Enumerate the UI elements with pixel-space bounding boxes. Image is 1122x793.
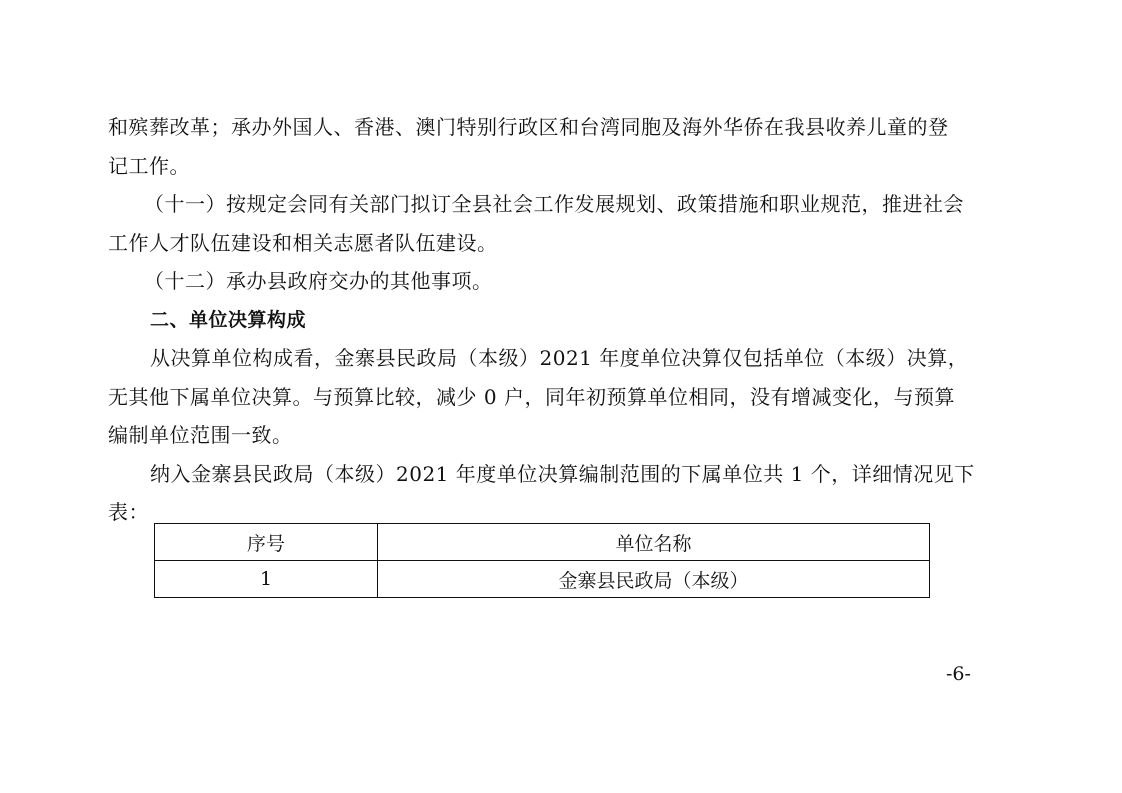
page-number: -6- xyxy=(946,663,971,685)
paragraph-line: 表： xyxy=(108,500,149,524)
table-cell: 1 xyxy=(155,561,378,598)
section-heading: 二、单位决算构成 xyxy=(150,308,307,331)
unit-table xyxy=(154,523,930,598)
paragraph-line: 和殡葬改革；承办外国人、香港、澳门特别行政区和台湾同胞及海外华侨在我县收养儿童的登 xyxy=(108,115,949,139)
paragraph-line: 从决算单位构成看，金寨县民政局（本级）2021 年度单位决算仅包括单位（本级）决算， xyxy=(150,346,969,370)
paragraph-line: 纳入金寨县民政局（本级）2021 年度单位决算编制范围的下属单位共 1 个，详细情况见下 xyxy=(150,461,975,486)
paragraph-line: 工作人才队伍建设和相关志愿者队伍建设。 xyxy=(108,230,498,255)
paragraph-line: 无其他下属单位决算。与预算比较，减少 0 户，同年初预算单位相同，没有增减变化，与预算 xyxy=(108,384,955,409)
body-text xyxy=(108,108,975,532)
paragraph-line: 记工作。 xyxy=(108,153,190,178)
table-row xyxy=(155,561,930,598)
paragraph-line: （十二）承办县政府交办的其他事项。 xyxy=(144,269,493,293)
table-header-cell: 单位名称 xyxy=(378,524,930,561)
paragraph-line: （十一）按规定会同有关部门拟订全县社会工作发展规划、政策措施和职业规范，推进社会 xyxy=(144,192,964,216)
paragraph-line: 编制单位范围一致。 xyxy=(108,423,293,447)
table-header-row xyxy=(155,524,930,561)
table-cell: 金寨县民政局（本级） xyxy=(378,561,930,598)
table-header-cell: 序号 xyxy=(155,524,378,561)
